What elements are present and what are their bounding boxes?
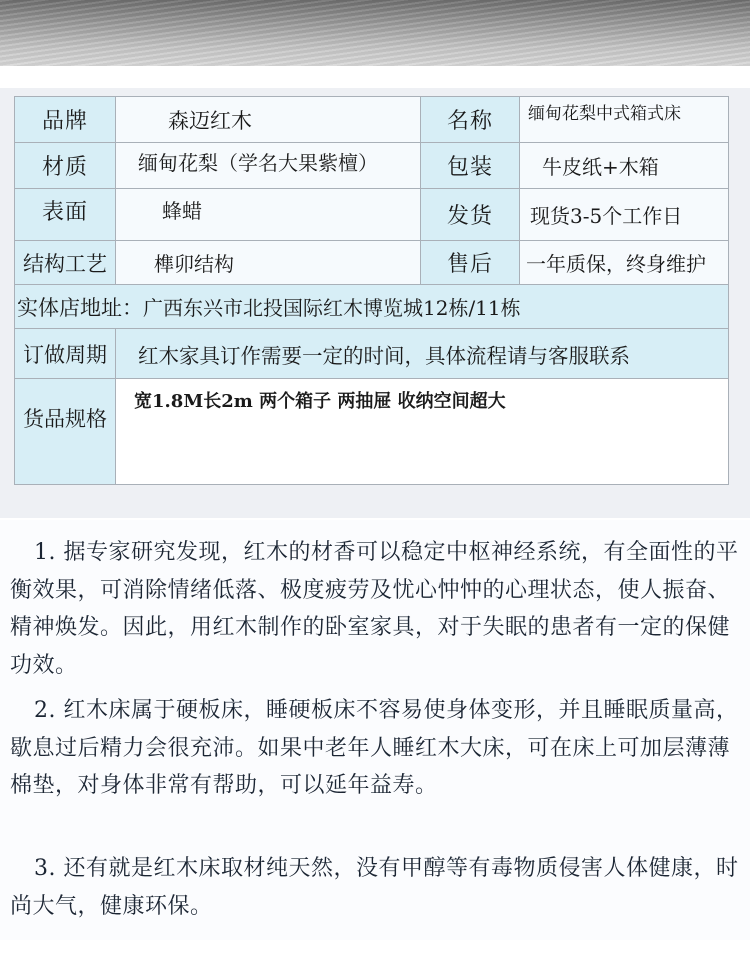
name-label: 名称	[421, 97, 520, 143]
note-paragraph-1: 1. 据专家研究发现，红木的材香可以稳定中枢神经系统，有全面性的平衡效果，可消除情绪低落、极度疲劳及忧心忡忡的心理状态，使人振奋、精神焕发。因此，用红木制作的卧室家具，对于失眠的患者有一定的保健功效。	[10, 540, 739, 678]
surface-value: 蜂蜡	[116, 189, 421, 241]
surface-label: 表面	[15, 189, 116, 241]
product-photo-strip	[0, 0, 750, 66]
note-paragraph-3: 3. 还有就是红木床取材纯天然，没有甲醇等有毒物质侵害人体健康，时尚大气，健康环保。	[10, 856, 739, 919]
packaging-value: 牛皮纸+木箱	[520, 143, 729, 189]
spec-row-address	[15, 285, 729, 329]
spec-value: 宽1.8M长2m 两个箱子 两抽屉 收纳空间超大	[116, 379, 729, 485]
brand-value: 森迈红木	[116, 97, 421, 143]
structure-value: 榫卯结构	[116, 241, 421, 285]
material-label: 材质	[15, 143, 116, 189]
structure-label: 结构工艺	[15, 241, 116, 285]
aftersale-value: 一年质保，终身维护	[520, 241, 729, 285]
address-label: 实体店地址：	[17, 295, 143, 320]
notes-section	[0, 520, 750, 940]
shipping-value: 现货3-5个工作日	[520, 189, 729, 241]
spec-row-structure	[15, 241, 729, 285]
spec-row-custom	[15, 329, 729, 379]
packaging-label: 包装	[421, 143, 520, 189]
spec-label: 货品规格	[15, 379, 116, 485]
address-value: 广西东兴市北投国际红木博览城12栋/11栋	[143, 295, 521, 320]
name-value: 缅甸花梨中式箱式床	[520, 97, 729, 143]
material-value: 缅甸花梨（学名大果紫檀）	[116, 143, 421, 189]
spec-row-surface	[15, 189, 729, 241]
address-cell	[15, 285, 729, 329]
spec-row-material	[15, 143, 729, 189]
note-paragraph-2: 2. 红木床属于硬板床，睡硬板床不容易使身体变形，并且睡眠质量高，歇息过后精力会很充沛。如果中老年人睡红木大床，可在床上可加层薄薄棉垫，对身体非常有帮助，可以延年益寿。	[10, 698, 739, 798]
brand-label: 品牌	[15, 97, 116, 143]
spec-row-brand	[15, 97, 729, 143]
aftersale-label: 售后	[421, 241, 520, 285]
shipping-label: 发货	[421, 189, 520, 241]
spec-row-spec	[15, 379, 729, 485]
custom-value: 红木家具订作需要一定的时间，具体流程请与客服联系	[116, 329, 729, 379]
spec-table	[14, 96, 729, 485]
custom-label: 订做周期	[15, 329, 116, 379]
